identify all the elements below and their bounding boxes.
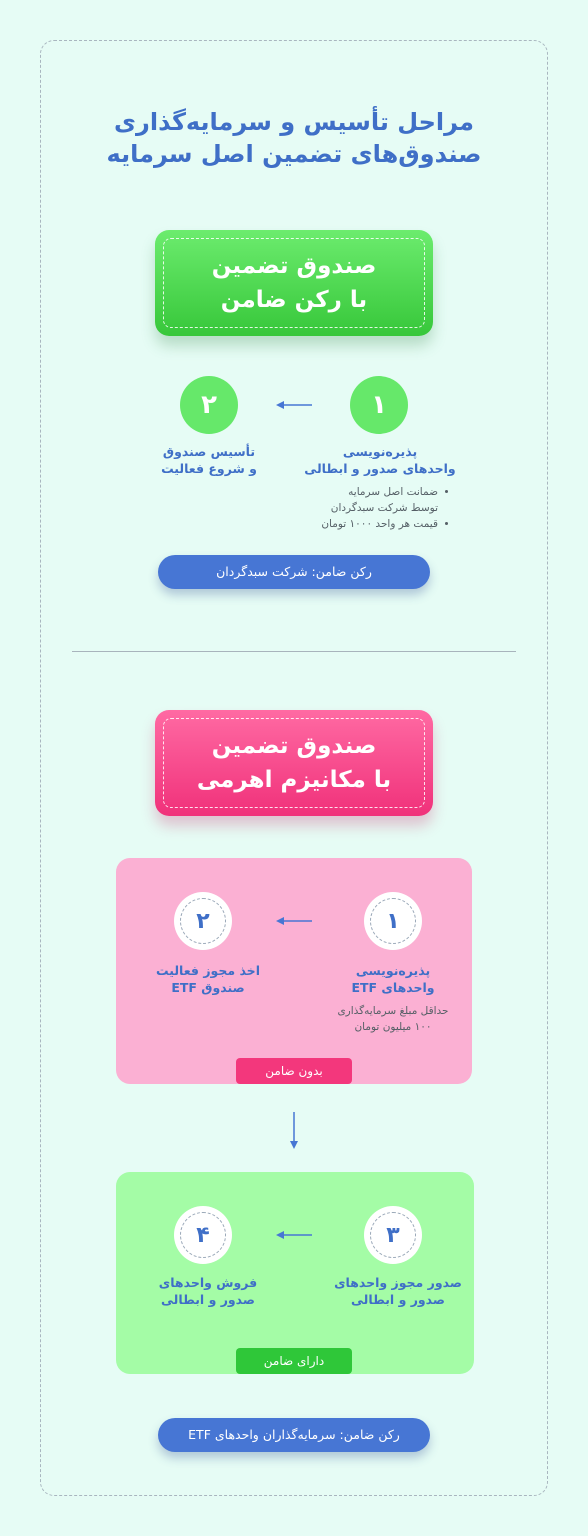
- step-2-label-line-1: تأسیس صندوق: [162, 444, 256, 459]
- step-1-label: [318, 962, 468, 996]
- step-1-label-line-2: واحدهای ETF: [351, 980, 435, 995]
- step-1-circle: [350, 376, 408, 434]
- step-2-label-line-1: اخذ مجوز فعالیت: [156, 963, 260, 978]
- step-1-number: ۱: [386, 908, 400, 934]
- banner-line-1: صندوق تضمین: [211, 733, 377, 759]
- step-4-label: [134, 1274, 282, 1308]
- step-2-circle: [174, 892, 232, 950]
- section-divider: [72, 651, 516, 652]
- step-2-number: ۲: [201, 390, 217, 420]
- step-2-label-line-2: صندوق ETF: [171, 980, 245, 995]
- page-title: [60, 106, 528, 170]
- step-2-label-line-2: و شروع فعالیت: [161, 461, 257, 476]
- has-guarantor-tag: دارای ضامن: [236, 1348, 352, 1374]
- bullet-item: ضمانت اصل سرمایه: [300, 484, 450, 500]
- banner-line-2: با رکن ضامن: [220, 287, 368, 313]
- note-line-2: ۱۰۰ میلیون تومان: [354, 1021, 432, 1033]
- step-2-label: [134, 962, 282, 996]
- step-1-bullets: [300, 484, 450, 532]
- bullet-item: توسط شرکت سبدگردان: [330, 502, 438, 514]
- step-3-label: [318, 1274, 478, 1308]
- note-line-1: حداقل مبلغ سرمایه‌گذاری: [337, 1005, 449, 1017]
- green-panel: [116, 1172, 474, 1374]
- arrow-left-icon: [276, 914, 314, 928]
- title-line-2: صندوق‌های تضمین اصل سرمایه: [106, 140, 482, 168]
- no-guarantor-tag: بدون ضامن: [236, 1058, 352, 1084]
- step-4-number: ۴: [196, 1222, 210, 1248]
- title-line-1: مراحل تأسیس و سرمایه‌گذاری: [114, 108, 474, 136]
- step-1-label-line-1: پذیره‌نویسی: [355, 963, 431, 978]
- step-3-number: ۳: [386, 1222, 400, 1248]
- leveraged-fund-banner: [155, 710, 433, 816]
- arrow-left-icon: [276, 1228, 314, 1242]
- step-4-label-line-1: فروش واحدهای: [158, 1275, 258, 1290]
- step-3-circle: [364, 1206, 422, 1264]
- step-1-number: ۱: [371, 390, 387, 420]
- step-4-label-line-2: صدور و ابطالی: [161, 1292, 255, 1307]
- arrow-left-icon: [276, 398, 314, 412]
- guarantor-pill: رکن ضامن: شرکت سبدگردان: [158, 555, 430, 589]
- step-1-circle: [364, 892, 422, 950]
- guaranteed-fund-banner: [155, 230, 433, 336]
- step-2-number: ۲: [196, 908, 210, 934]
- step-1-note: [318, 1003, 468, 1035]
- step-1-label: [300, 443, 460, 477]
- banner-line-1: صندوق تضمین: [211, 253, 377, 279]
- guarantor-pill: رکن ضامن: سرمایه‌گذاران واحدهای ETF: [158, 1418, 430, 1452]
- bullet-item: قیمت هر واحد ۱۰۰۰ تومان: [300, 516, 450, 532]
- step-3-label-line-2: صدور و ابطالی: [351, 1292, 445, 1307]
- step-1-label-line-1: پذیره‌نویسی: [342, 444, 418, 459]
- banner-line-2: با مکانیزم اهرمی: [196, 767, 392, 793]
- step-1-label-line-2: واحدهای صدور و ابطالی: [304, 461, 456, 476]
- step-2-circle: [180, 376, 238, 434]
- step-2-label: [140, 443, 278, 477]
- arrow-down-icon: [287, 1110, 301, 1150]
- step-4-circle: [174, 1206, 232, 1264]
- step-3-label-line-1: صدور مجوز واحدهای: [334, 1275, 462, 1290]
